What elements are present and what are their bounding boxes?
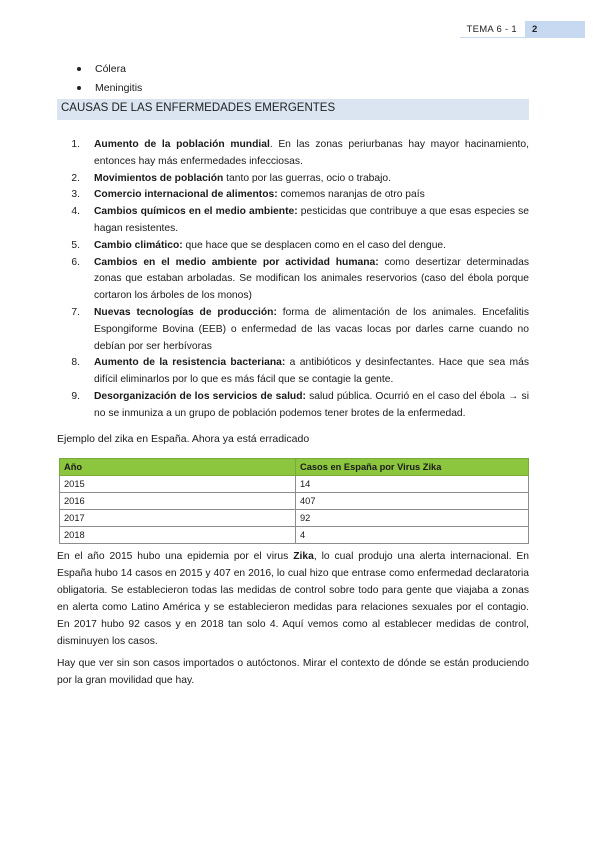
page-number: 2 (525, 21, 585, 38)
list-item: 9. Desorganización de los servicios de salud: salud pública. Ocurrió en el caso del ébola → si no se inmuniza a un grupo de población podemos tener brotes de la enfermedad. (71, 390, 529, 419)
header-rule (460, 37, 585, 38)
table-row: 2018 4 (60, 527, 529, 544)
list-item: 1. Aumento de la población mundial. En las zonas periurbanas hay mayor hacinamiento, entonces hay más enfermedades infecciosas. (71, 139, 529, 167)
zika-intro: Ejemplo del zika en España. Ahora ya está erradicado (57, 433, 310, 445)
zika-paragraph: En el año 2015 hubo una epidemia por el virus Zika, lo cual produjo una alerta internacional. En España hubo 14 casos en 2015 y 407 en 2016, lo cual hizo que entrase como enfermedad declaratoria obligatoria. Se establecieron todas las medidas de control sobre todo para gente que viajaba a zonas en alerta como Latino América y se establecieron medidas para relaciones sexuales por el contagio. En 2017 hubo 92 casos y en 2018 tan solo 4. Aquí vemos como al establecer medidas de control, disminuyen los casos. (57, 551, 530, 647)
table-header-row (60, 459, 529, 476)
list-item: 7. Nuevas tecnologías de producción: forma de alimentación de los animales. Encefalitis Espongiforme Bovina (EEB) o enfermedad de las vacas locas por darles carne cuando no debían por ser herbívoras (71, 306, 529, 352)
list-item: Cólera (62, 59, 142, 78)
column-header-year: Año (60, 459, 296, 476)
table-row: 2015 14 (60, 476, 529, 493)
header-title: TEMA 6 - 1 (466, 24, 517, 35)
page-header (466, 21, 585, 38)
section-heading: CAUSAS DE LAS ENFERMEDADES EMERGENTES (57, 99, 529, 120)
column-header-cases: Casos en España por Virus Zika (296, 459, 529, 476)
disease-bullet-list (62, 59, 142, 97)
list-item: 6. Cambios en el medio ambiente por actividad humana: como desertizar determinadas zonas que estaban arboladas. Se modifican los animales reservorios (caso del ébola porque cortaron los árboles de los monos) (71, 256, 529, 302)
table-row: 2017 92 (60, 510, 529, 527)
list-item: 5. Cambio climático: que hace que se desplacen como en el caso del dengue. (71, 239, 447, 251)
causes-list (57, 137, 529, 423)
bullet-icon (77, 86, 81, 90)
list-item: 3. Comercio internacional de alimentos: comemos naranjas de otro país (71, 189, 425, 201)
bullet-icon (77, 67, 81, 71)
zika-cases-table (59, 458, 529, 544)
list-item: 8. Aumento de la resistencia bacteriana: a antibióticos y desinfectantes. Hace que sea más difícil eliminarlos por lo que es más fácil que se contagie la gente. (71, 357, 529, 386)
list-item: 2. Movimientos de población tanto por las guerras, ocio o trabajo. (71, 172, 392, 184)
list-item: 4. Cambios químicos en el medio ambiente: pesticidas que contribuye a que esas especies se hagan resistentes. (71, 206, 529, 234)
list-item: Meningitis (62, 78, 142, 97)
table-row: 2016 407 (60, 493, 529, 510)
imported-cases-paragraph: Hay que ver sin son casos importados o autóctonos. Mirar el contexto de dónde se están produciendo por la gran movilidad que hay. (57, 658, 529, 686)
